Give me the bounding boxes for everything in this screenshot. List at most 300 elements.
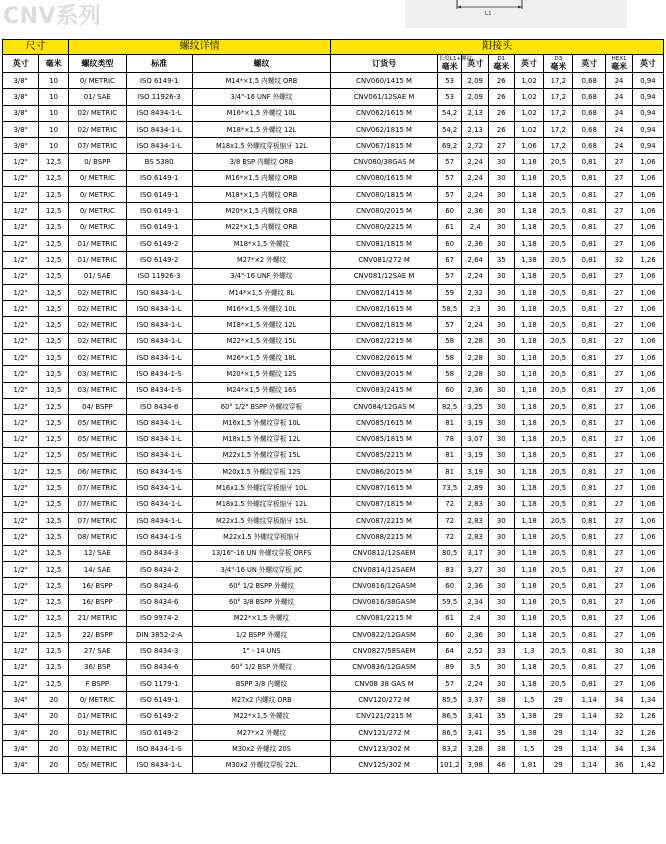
cell-hex1-mm: 32 <box>606 724 633 740</box>
cell-thread: M18*×1,5 外螺纹 12L <box>192 121 331 137</box>
cell-thread-type: 0/ METRIC <box>69 692 127 708</box>
cell-thread: 60° 1/2" BSPP 外螺纹穿板 <box>192 398 331 414</box>
cell-d3-inch: 0,68 <box>573 138 606 154</box>
cell-length-mm: 59 <box>437 284 462 300</box>
cell-size-mm: 10 <box>39 89 69 105</box>
cell-size-mm: 12,5 <box>39 529 69 545</box>
cell-standard: ISO 8434-1-S <box>126 529 192 545</box>
cell-d3-inch: 1,14 <box>573 708 606 724</box>
cell-d1-inch: 1,06 <box>514 138 544 154</box>
cell-thread: M20*×1,5 内螺纹 ORB <box>192 203 331 219</box>
cell-length-mm: 64 <box>437 643 462 659</box>
table-row <box>3 431 664 447</box>
cell-d1-inch: 1,18 <box>514 659 544 675</box>
column-header <box>331 55 438 73</box>
cell-standard: ISO 8434-1-S <box>126 366 192 382</box>
cell-order-number: CNV080/1815 M <box>331 187 438 203</box>
cell-thread-type: 22/ BSPP <box>69 627 127 643</box>
cell-size-inch: 3/4" <box>3 708 39 724</box>
cell-size-inch: 3/8" <box>3 121 39 137</box>
cell-length-mm: 57 <box>437 154 462 170</box>
cell-thread: M22x1.5 外螺纹穿板缩牙 <box>192 529 331 545</box>
cell-d1-inch: 1,18 <box>514 366 544 382</box>
cell-d3-inch: 0,81 <box>573 529 606 545</box>
cell-d3-mm: 20,5 <box>544 480 573 496</box>
cell-d1-inch: 1,18 <box>514 333 544 349</box>
cell-d1-mm: 38 <box>489 692 515 708</box>
cell-thread-type: 01/ METRIC <box>69 235 127 251</box>
cell-d1-mm: 35 <box>489 724 515 740</box>
cell-d1-inch: 1,18 <box>514 154 544 170</box>
table-row <box>3 203 664 219</box>
cell-d3-mm: 20,5 <box>544 578 573 594</box>
cell-hex1-inch: 0,94 <box>632 105 663 121</box>
cell-length-inch: 2,13 <box>462 121 489 137</box>
cell-d3-mm: 17,2 <box>544 138 573 154</box>
cell-d1-mm: 30 <box>489 480 515 496</box>
cell-hex1-mm: 27 <box>606 480 633 496</box>
cell-length-mm: 69,2 <box>437 138 462 154</box>
cell-d1-inch: 1,5 <box>514 741 544 757</box>
spec-table <box>2 39 664 774</box>
cell-length-inch: 3,19 <box>462 415 489 431</box>
column-header-top-label: HEX1 <box>611 56 627 62</box>
cell-standard: ISO 6149-1 <box>126 692 192 708</box>
cell-d3-mm: 20,5 <box>544 431 573 447</box>
cell-standard: ISO 8434-2 <box>126 561 192 577</box>
cell-size-mm: 12,5 <box>39 235 69 251</box>
cell-d3-inch: 0,81 <box>573 513 606 529</box>
cell-order-number: CNV084/12GAS M <box>331 398 438 414</box>
cell-d1-mm: 30 <box>489 154 515 170</box>
cell-d3-mm: 17,2 <box>544 105 573 121</box>
cell-length-mm: 60 <box>437 578 462 594</box>
cell-thread-type: 07/ METRIC <box>69 480 127 496</box>
cell-hex1-mm: 27 <box>606 578 633 594</box>
cell-thread-type: 0/ BSPP <box>69 154 127 170</box>
cell-size-mm: 20 <box>39 692 69 708</box>
cell-length-inch: 3,41 <box>462 724 489 740</box>
cell-thread: 1" - 14 UNS <box>192 643 331 659</box>
cell-d3-inch: 0,81 <box>573 268 606 284</box>
cell-d3-mm: 29 <box>544 724 573 740</box>
cell-d1-mm: 30 <box>489 431 515 447</box>
cell-order-number: CNV082/1415 M <box>331 284 438 300</box>
cell-length-inch: 2,09 <box>462 89 489 105</box>
group-male-connector: 阳接头 <box>331 40 664 55</box>
cell-hex1-mm: 27 <box>606 610 633 626</box>
cell-d3-inch: 0,81 <box>573 594 606 610</box>
cell-d3-mm: 20,5 <box>544 219 573 235</box>
cell-d1-mm: 30 <box>489 219 515 235</box>
cell-size-mm: 12,5 <box>39 398 69 414</box>
table-row <box>3 366 664 382</box>
cell-d3-inch: 0,81 <box>573 675 606 691</box>
cell-thread: M16x1,5 外螺纹穿板 10L <box>192 415 331 431</box>
cell-size-mm: 12,5 <box>39 659 69 675</box>
cell-hex1-inch: 1,26 <box>632 252 663 268</box>
cell-d3-inch: 0,68 <box>573 105 606 121</box>
table-row <box>3 350 664 366</box>
cell-standard: ISO 8434-3 <box>126 643 192 659</box>
cell-length-mm: 85,5 <box>437 692 462 708</box>
column-header-label: 英寸 <box>12 58 29 68</box>
cell-standard: ISO 8434-6 <box>126 659 192 675</box>
cell-length-mm: 58 <box>437 366 462 382</box>
table-row <box>3 252 664 268</box>
cell-size-inch: 1/2" <box>3 529 39 545</box>
cell-order-number: CNV083/2015 M <box>331 366 438 382</box>
cell-d3-mm: 20,5 <box>544 333 573 349</box>
cell-d3-mm: 29 <box>544 692 573 708</box>
cell-d3-mm: 17,2 <box>544 73 573 89</box>
cell-length-inch: 2,4 <box>462 610 489 626</box>
group-header-row <box>3 40 664 55</box>
table-row <box>3 447 664 463</box>
column-header <box>69 55 127 73</box>
cell-length-inch: 2,24 <box>462 317 489 333</box>
cell-hex1-inch: 1,06 <box>632 219 663 235</box>
cell-size-mm: 12,5 <box>39 366 69 382</box>
cell-d1-inch: 1,18 <box>514 415 544 431</box>
cell-hex1-inch: 1,06 <box>632 496 663 512</box>
cell-length-mm: 89 <box>437 659 462 675</box>
cell-size-mm: 12,5 <box>39 203 69 219</box>
cell-thread: M18*×1,5 内螺纹 ORB <box>192 187 331 203</box>
column-header-label: 毫米 <box>611 62 628 71</box>
cell-d1-mm: 46 <box>489 757 515 773</box>
cell-standard: ISO 8434-1-S <box>126 464 192 480</box>
table-row <box>3 643 664 659</box>
cell-standard: ISO 11926-3 <box>126 89 192 105</box>
cell-hex1-mm: 24 <box>606 138 633 154</box>
cell-d1-mm: 30 <box>489 659 515 675</box>
cell-hex1-inch: 1,06 <box>632 350 663 366</box>
cell-standard: BS 5380 <box>126 154 192 170</box>
cell-thread: M16*×1,5 外螺纹 10L <box>192 105 331 121</box>
table-row <box>3 496 664 512</box>
cell-d3-mm: 20,5 <box>544 513 573 529</box>
cell-d3-inch: 0,81 <box>573 252 606 268</box>
cell-order-number: CNV081/1815 M <box>331 235 438 251</box>
cell-standard: ISO 1179-1 <box>126 675 192 691</box>
cell-hex1-mm: 34 <box>606 692 633 708</box>
cell-standard: ISO 6149-2 <box>126 252 192 268</box>
cell-length-inch: 2,89 <box>462 480 489 496</box>
cell-d3-mm: 20,5 <box>544 415 573 431</box>
cell-size-mm: 12,5 <box>39 643 69 659</box>
cell-thread: M20x1.5 外螺纹穿板 12S <box>192 464 331 480</box>
cell-standard: ISO 8434-1-L <box>126 415 192 431</box>
column-header <box>514 55 544 73</box>
cell-d1-inch: 1,38 <box>514 724 544 740</box>
cell-size-inch: 1/2" <box>3 513 39 529</box>
cell-order-number: CNV086/2015 M <box>331 464 438 480</box>
cell-order-number: CNV081/272 M <box>331 252 438 268</box>
cell-length-inch: 2,83 <box>462 513 489 529</box>
cell-d1-mm: 30 <box>489 235 515 251</box>
cell-hex1-mm: 27 <box>606 561 633 577</box>
cell-order-number: CNV082/1815 M <box>331 317 438 333</box>
cell-size-inch: 3/4" <box>3 692 39 708</box>
cell-length-mm: 78 <box>437 431 462 447</box>
cell-d1-inch: 1,18 <box>514 447 544 463</box>
cell-d1-inch: 1,18 <box>514 301 544 317</box>
cell-thread: M22x1,5 外螺纹穿板 15L <box>192 447 331 463</box>
cell-length-inch: 3,41 <box>462 708 489 724</box>
cell-thread-type: 02/ METRIC <box>69 121 127 137</box>
cell-length-mm: 80,5 <box>437 545 462 561</box>
cell-thread: M18*×1,5 外螺纹 12L <box>192 317 331 333</box>
cell-size-inch: 1/2" <box>3 627 39 643</box>
cell-d1-inch: 1,18 <box>514 464 544 480</box>
cell-d3-inch: 0,81 <box>573 643 606 659</box>
cell-length-inch: 2,52 <box>462 643 489 659</box>
cell-d1-inch: 1,18 <box>514 350 544 366</box>
cell-order-number: CNV0814/12SAEM <box>331 561 438 577</box>
cell-size-mm: 12,5 <box>39 627 69 643</box>
cell-d3-inch: 0,81 <box>573 431 606 447</box>
cell-standard: ISO 8434-3 <box>126 545 192 561</box>
cell-order-number: CNV081/12SAE M <box>331 268 438 284</box>
cell-d1-mm: 30 <box>489 594 515 610</box>
cell-size-inch: 1/2" <box>3 464 39 480</box>
cell-thread-type: 05/ METRIC <box>69 447 127 463</box>
table-row <box>3 741 664 757</box>
cell-d3-inch: 0,81 <box>573 496 606 512</box>
cell-standard: ISO 8434-6 <box>126 398 192 414</box>
cell-length-mm: 53 <box>437 89 462 105</box>
cell-d1-inch: 1,18 <box>514 529 544 545</box>
cell-d3-mm: 20,5 <box>544 594 573 610</box>
cell-d1-inch: 1,18 <box>514 268 544 284</box>
cell-thread-type: 21/ METRIC <box>69 610 127 626</box>
table-row <box>3 333 664 349</box>
cell-thread-type: 07/ METRIC <box>69 138 127 154</box>
cell-d1-mm: 30 <box>489 529 515 545</box>
cell-hex1-inch: 1,06 <box>632 154 663 170</box>
cell-standard: ISO 8434-1-L <box>126 431 192 447</box>
cell-hex1-inch: 1,06 <box>632 170 663 186</box>
cell-size-mm: 20 <box>39 708 69 724</box>
cell-hex1-mm: 32 <box>606 252 633 268</box>
cell-hex1-inch: 0,94 <box>632 73 663 89</box>
cell-d3-mm: 20,5 <box>544 496 573 512</box>
cell-d3-inch: 1,14 <box>573 724 606 740</box>
cell-d3-inch: 0,81 <box>573 659 606 675</box>
cell-hex1-mm: 24 <box>606 121 633 137</box>
cell-size-mm: 12,5 <box>39 170 69 186</box>
table-row <box>3 154 664 170</box>
table-row <box>3 529 664 545</box>
table-row <box>3 757 664 773</box>
cell-d3-mm: 20,5 <box>544 675 573 691</box>
cell-length-inch: 2,36 <box>462 578 489 594</box>
table-row <box>3 675 664 691</box>
cell-order-number: CNV082/1615 M <box>331 301 438 317</box>
cell-thread: 3/4"-16 UN 外螺纹穿板 JIC <box>192 561 331 577</box>
cell-d3-mm: 20,5 <box>544 350 573 366</box>
cell-d1-mm: 30 <box>489 415 515 431</box>
cell-thread-type: 01/ SAE <box>69 268 127 284</box>
cell-hex1-inch: 0,94 <box>632 89 663 105</box>
cell-d3-mm: 20,5 <box>544 366 573 382</box>
cell-d1-mm: 38 <box>489 741 515 757</box>
cell-thread-type: 0/ METRIC <box>69 170 127 186</box>
cell-thread: M16*×1,5 内螺纹 ORB <box>192 170 331 186</box>
column-header <box>3 55 39 73</box>
table-row <box>3 138 664 154</box>
cell-hex1-inch: 1,06 <box>632 675 663 691</box>
cell-d3-mm: 17,2 <box>544 89 573 105</box>
cell-length-inch: 2,24 <box>462 268 489 284</box>
cell-size-inch: 1/2" <box>3 219 39 235</box>
cell-length-inch: 2,4 <box>462 219 489 235</box>
cell-d3-mm: 29 <box>544 757 573 773</box>
cell-hex1-mm: 27 <box>606 513 633 529</box>
cell-standard: ISO 8434-1-L <box>126 350 192 366</box>
cell-d1-inch: 1,18 <box>514 317 544 333</box>
cell-d1-mm: 26 <box>489 105 515 121</box>
cell-size-mm: 12,5 <box>39 545 69 561</box>
cell-standard: ISO 8434-1-L <box>126 513 192 529</box>
cell-size-inch: 1/2" <box>3 415 39 431</box>
cell-length-inch: 3,28 <box>462 741 489 757</box>
cell-thread: M22*×1,5 外螺纹 15L <box>192 333 331 349</box>
cell-thread-type: 02/ METRIC <box>69 105 127 121</box>
cell-order-number: CNV121/272 M <box>331 724 438 740</box>
cell-size-mm: 12,5 <box>39 675 69 691</box>
cell-d3-inch: 0,81 <box>573 350 606 366</box>
cell-hex1-mm: 27 <box>606 675 633 691</box>
cell-d3-inch: 0,81 <box>573 235 606 251</box>
column-header-top-label: D1 <box>497 56 506 62</box>
cell-size-inch: 1/2" <box>3 643 39 659</box>
cell-length-mm: 57 <box>437 317 462 333</box>
cell-thread: 13/16"-16 UN 外螺纹穿板 ORFS <box>192 545 331 561</box>
cell-size-mm: 12,5 <box>39 268 69 284</box>
cell-length-inch: 3,17 <box>462 545 489 561</box>
table-row <box>3 89 664 105</box>
cell-d3-inch: 0,81 <box>573 366 606 382</box>
cell-size-inch: 1/2" <box>3 545 39 561</box>
cell-length-mm: 83,2 <box>437 741 462 757</box>
cell-length-mm: 72 <box>437 496 462 512</box>
cell-size-mm: 20 <box>39 757 69 773</box>
cell-d3-mm: 20,5 <box>544 170 573 186</box>
cell-standard: ISO 8434-1-L <box>126 301 192 317</box>
cell-thread: M20*×1,5 外螺纹 12S <box>192 366 331 382</box>
cell-hex1-inch: 1,26 <box>632 708 663 724</box>
cell-order-number: CNV062/1615 M <box>331 105 438 121</box>
cell-size-mm: 12,5 <box>39 496 69 512</box>
cell-hex1-inch: 1,06 <box>632 203 663 219</box>
cell-length-inch: 2,36 <box>462 627 489 643</box>
cell-length-mm: 60 <box>437 627 462 643</box>
cell-d3-mm: 17,2 <box>544 121 573 137</box>
cell-size-mm: 12,5 <box>39 284 69 300</box>
cell-size-mm: 12,5 <box>39 431 69 447</box>
cell-hex1-mm: 27 <box>606 545 633 561</box>
cell-hex1-mm: 27 <box>606 333 633 349</box>
cell-length-mm: 73,5 <box>437 480 462 496</box>
cell-thread-type: 05/ METRIC <box>69 757 127 773</box>
cell-hex1-inch: 1,06 <box>632 578 663 594</box>
cell-size-inch: 1/2" <box>3 301 39 317</box>
cell-length-mm: 60 <box>437 235 462 251</box>
cell-length-inch: 3,5 <box>462 659 489 675</box>
cell-size-mm: 12,5 <box>39 317 69 333</box>
cell-hex1-inch: 1,34 <box>632 741 663 757</box>
cell-size-mm: 12,5 <box>39 610 69 626</box>
column-header-label: 英寸 <box>639 58 656 68</box>
cell-d3-mm: 20,5 <box>544 529 573 545</box>
cell-size-inch: 1/2" <box>3 268 39 284</box>
cell-length-mm: 59,5 <box>437 594 462 610</box>
cell-hex1-inch: 1,06 <box>632 513 663 529</box>
cell-order-number: CNV08 38 GAS M <box>331 675 438 691</box>
cell-hex1-mm: 27 <box>606 284 633 300</box>
cell-length-mm: 58,5 <box>437 301 462 317</box>
cell-length-inch: 2,72 <box>462 138 489 154</box>
cell-d3-mm: 20,5 <box>544 203 573 219</box>
cell-standard: DIN 3852-2-A <box>126 627 192 643</box>
cell-length-inch: 2,09 <box>462 73 489 89</box>
cell-size-mm: 10 <box>39 105 69 121</box>
group-size: 尺寸 <box>3 40 69 55</box>
cell-d3-mm: 20,5 <box>544 268 573 284</box>
cell-length-mm: 81 <box>437 447 462 463</box>
cell-hex1-mm: 27 <box>606 447 633 463</box>
cell-d1-mm: 30 <box>489 578 515 594</box>
cell-d3-inch: 1,14 <box>573 692 606 708</box>
cell-d3-inch: 0,81 <box>573 464 606 480</box>
cell-d1-inch: 1,18 <box>514 203 544 219</box>
cell-length-mm: 57 <box>437 187 462 203</box>
cell-size-inch: 1/2" <box>3 366 39 382</box>
cell-order-number: CNV0836/12GASM <box>331 659 438 675</box>
cell-size-inch: 1/2" <box>3 317 39 333</box>
cell-d1-mm: 26 <box>489 73 515 89</box>
cell-length-mm: 101,2 <box>437 757 462 773</box>
cell-size-inch: 1/2" <box>3 398 39 414</box>
cell-d1-mm: 30 <box>489 301 515 317</box>
cell-standard: ISO 8434-6 <box>126 578 192 594</box>
cell-thread: M22x1.5 外螺纹穿板缩牙 15L <box>192 513 331 529</box>
cell-hex1-inch: 1,06 <box>632 317 663 333</box>
cell-size-mm: 12,5 <box>39 513 69 529</box>
cell-hex1-mm: 27 <box>606 659 633 675</box>
cell-standard: ISO 8434-1-L <box>126 757 192 773</box>
cell-size-inch: 3/8" <box>3 89 39 105</box>
cell-size-inch: 3/4" <box>3 741 39 757</box>
cell-thread: 3/4"-16 UNF 外螺纹 <box>192 89 331 105</box>
cell-d1-inch: 1,5 <box>514 692 544 708</box>
cell-length-inch: 3,37 <box>462 692 489 708</box>
cell-thread-type: 0/ METRIC <box>69 73 127 89</box>
cell-length-mm: 60 <box>437 382 462 398</box>
cell-thread: M30x2 外螺纹 20S <box>192 741 331 757</box>
cell-hex1-inch: 1,06 <box>632 561 663 577</box>
cell-d3-inch: 0,81 <box>573 317 606 333</box>
cell-size-mm: 12,5 <box>39 154 69 170</box>
cell-thread: M30x2 外螺纹穿板 22L <box>192 757 331 773</box>
cell-d1-inch: 1,18 <box>514 431 544 447</box>
cell-size-inch: 1/2" <box>3 333 39 349</box>
cell-order-number: CNV087/2215 M <box>331 513 438 529</box>
cell-standard: ISO 8434-1-L <box>126 105 192 121</box>
cell-thread-type: 0/ METRIC <box>69 187 127 203</box>
